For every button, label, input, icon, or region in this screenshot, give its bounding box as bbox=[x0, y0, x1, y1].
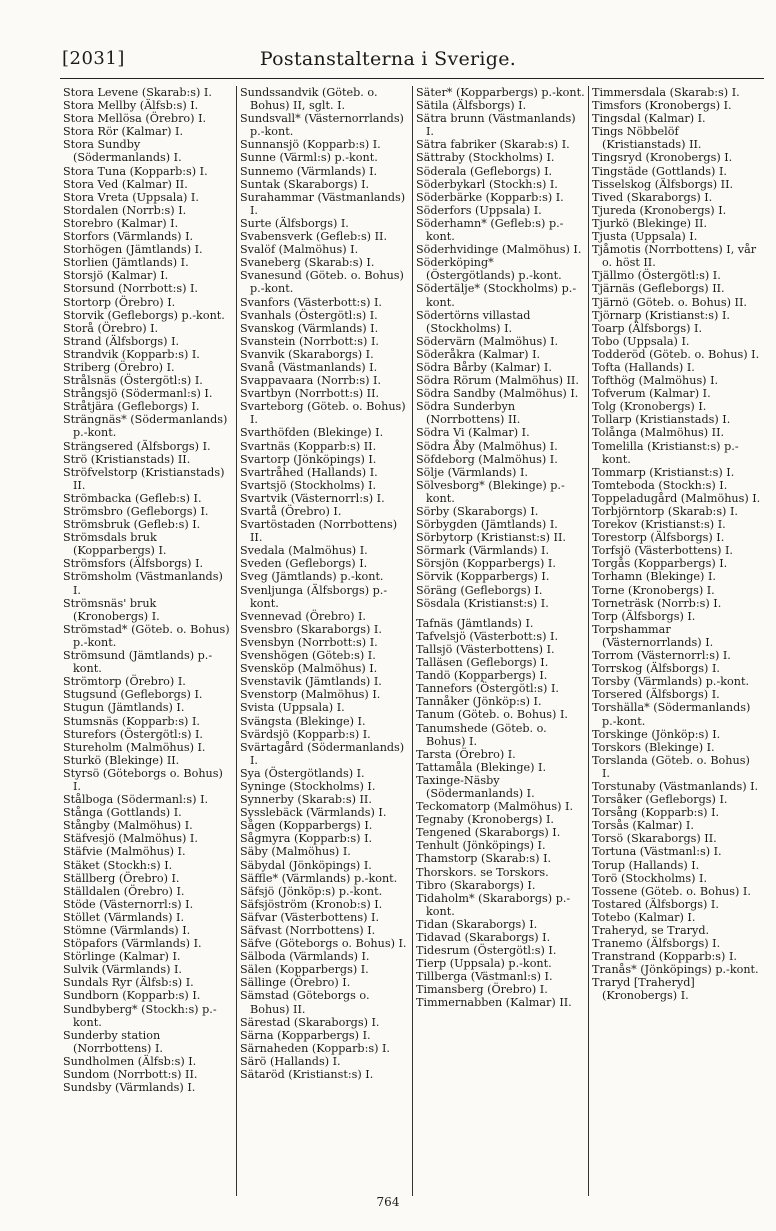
post-office-entry: Tegnaby (Kronobergs) I. bbox=[416, 813, 554, 827]
column-2 bbox=[236, 86, 412, 1196]
column-1 bbox=[60, 86, 236, 1196]
post-office-entry: Svabensverk (Gefleb:s) II. bbox=[240, 230, 387, 244]
post-office-entry: Södra Bårby (Kalmar) I. bbox=[416, 360, 552, 374]
post-office-entry: Södra Sandby (Malmöhus) I. bbox=[416, 387, 579, 401]
post-office-entry: Svenstorp (Malmöhus) I. bbox=[240, 688, 381, 702]
post-office-entry: Sörbytorp (Kristianst:s) II. bbox=[416, 531, 566, 545]
post-office-entry: Säfsjöström (Kronob:s) I. bbox=[240, 897, 383, 911]
post-office-entry: Svärdsjö (Kopparb:s) I. bbox=[240, 727, 371, 741]
post-office-entry: Strömstad* (Göteb. o. Bohus) p.-kont. bbox=[63, 622, 230, 649]
post-office-entry: Svarteborg (Göteb. o. Bohus) I. bbox=[240, 400, 406, 427]
post-office-entry: Tannåker (Jönköp:s) I. bbox=[416, 695, 542, 709]
post-office-entry: Stumsnäs (Kopparb:s) I. bbox=[63, 714, 200, 728]
page-header bbox=[0, 48, 776, 76]
post-office-entry: Storvik (Gefleborgs) p.-kont. bbox=[63, 308, 225, 322]
post-office-entry: Sågmyra (Kopparb:s) I. bbox=[240, 832, 373, 846]
post-office-entry: Tjureda (Kronobergs) I. bbox=[592, 203, 727, 217]
directory-columns bbox=[60, 86, 766, 1196]
post-office-entry: Svängsta (Blekinge) I. bbox=[240, 714, 366, 728]
post-office-entry: Sölje (Värmlands) I. bbox=[416, 465, 528, 479]
post-office-entry: Teckomatorp (Malmöhus) I. bbox=[416, 800, 574, 814]
post-office-entry: Tjärnäs (Gefleborgs) II. bbox=[592, 282, 725, 296]
post-office-entry: Söräng (Gefleborgs) I. bbox=[416, 583, 543, 597]
post-office-entry: Traheryd, se Traryd. bbox=[592, 924, 710, 937]
post-office-entry: Tommarp (Kristianst:s) I. bbox=[592, 465, 735, 479]
post-office-entry: Toarp (Älfsborgs) I. bbox=[592, 321, 703, 335]
post-office-entry: Svärtagård (Södermanlands) I. bbox=[240, 740, 405, 767]
post-office-entry: Sågen (Kopparbergs) I. bbox=[240, 819, 373, 833]
post-office-entry: Svartå (Örebro) I. bbox=[240, 505, 342, 518]
post-office-entry: Storlien (Jämtlands) I. bbox=[63, 256, 189, 270]
post-office-entry: Strängsered (Älfsborgs) I. bbox=[63, 439, 211, 453]
post-office-entry: Sällinge (Örebro) I. bbox=[240, 976, 351, 990]
post-office-entry: Stäfvesjö (Malmöhus) I. bbox=[63, 832, 198, 846]
post-office-entry: Tofta (Hallands) I. bbox=[592, 360, 695, 374]
post-office-entry: Svensbyn (Norrbott:s) I. bbox=[240, 635, 378, 649]
post-office-entry: Tarsta (Örebro) I. bbox=[416, 747, 516, 761]
post-office-entry: Tanum (Göteb. o. Bohus) I. bbox=[416, 708, 568, 722]
post-office-entry: Tings Nöbbelöf (Kristianstads) II. bbox=[592, 125, 702, 152]
post-office-entry: Torsås (Kalmar) I. bbox=[592, 819, 694, 833]
post-office-entry: Timsfors (Kronobergs) I. bbox=[592, 99, 732, 113]
post-office-entry: Torsö (Skaraborgs) II. bbox=[592, 832, 717, 846]
post-office-entry: Tallsjö (Västerbottens) I. bbox=[416, 642, 555, 656]
post-office-entry: Svanstein (Norrbott:s) I. bbox=[240, 334, 379, 348]
post-office-entry: Sveden (Gefleborgs) I. bbox=[240, 557, 368, 571]
post-office-entry: Sunne (Värml:s) p.-kont. bbox=[240, 151, 378, 165]
post-office-entry: Särö (Hallands) I. bbox=[240, 1054, 341, 1068]
post-office-entry: Strömsund (Jämtlands) p.-kont. bbox=[63, 649, 213, 676]
post-office-entry: Sundom (Norrbott:s) II. bbox=[63, 1068, 198, 1082]
post-office-entry: Striberg (Örebro) I. bbox=[63, 360, 175, 374]
post-office-entry: Söderfors (Uppsala) I. bbox=[416, 203, 542, 217]
post-office-entry: Svartnäs (Kopparb:s) II. bbox=[240, 439, 377, 453]
post-office-entry: Säfsjö (Jönköp:s) p.-kont. bbox=[240, 884, 383, 898]
post-office-entry: Sulvik (Värmlands) I. bbox=[63, 963, 182, 977]
post-office-entry: Tostared (Älfsborgs) I. bbox=[592, 897, 719, 911]
post-office-entry: Stugun (Jämtlands) I. bbox=[63, 701, 185, 715]
post-office-entry: Torsby (Värmlands) p.-kont. bbox=[592, 675, 750, 689]
post-office-entry: Torekov (Kristianst:s) I. bbox=[592, 518, 726, 532]
post-office-entry: Svappavaara (Norrb:s) I. bbox=[240, 374, 382, 388]
post-office-entry: Torskors (Blekinge) I. bbox=[592, 740, 715, 754]
post-office-entry: Torneträsk (Norrb:s) I. bbox=[592, 596, 722, 610]
post-office-entry: Tidesrum (Östergötl:s) I. bbox=[416, 944, 557, 958]
post-office-entry: Stugsund (Gefleborgs) I. bbox=[63, 688, 203, 702]
post-office-entry: Stånga (Gottlands) I. bbox=[63, 806, 182, 820]
post-office-entry: Svennevad (Örebro) I. bbox=[240, 609, 366, 623]
post-office-entry: Torbjörntorp (Skarab:s) I. bbox=[592, 505, 738, 518]
post-office-entry: Sundsvall* (Västernorrlands) p.-kont. bbox=[240, 112, 404, 139]
post-office-entry: Strömbacka (Gefleb:s) I. bbox=[63, 491, 202, 505]
post-office-entry: Talläsen (Gefleborgs) I. bbox=[416, 656, 549, 670]
post-office-entry: Strömsdals bruk (Kopparbergs) I. bbox=[63, 531, 167, 558]
header-page-number: [2031] bbox=[62, 48, 125, 69]
post-office-entry: Surte (Älfsborgs) I. bbox=[240, 216, 349, 230]
post-office-entry: Tingsdal (Kalmar) I. bbox=[592, 112, 706, 126]
post-office-entry: Södertörns villastad (Stockholms) I. bbox=[416, 308, 531, 335]
post-office-entry: Stora Ved (Kalmar) II. bbox=[63, 177, 188, 191]
post-office-entry: Stora Tuna (Kopparb:s) I. bbox=[63, 164, 208, 178]
post-office-entry: Svensköp (Malmöhus) I. bbox=[240, 662, 378, 676]
post-office-entry: Strömsholm (Västmanlands) I. bbox=[63, 570, 223, 597]
post-office-entry: Strömsnäs' bruk (Kronobergs) I. bbox=[63, 596, 160, 623]
post-office-entry: Sälen (Kopparbergs) I. bbox=[240, 963, 369, 977]
post-office-entry: Traryd [Traheryd] (Kronobergs) I. bbox=[592, 976, 695, 1003]
post-office-entry: Stordalen (Norrb:s) I. bbox=[63, 203, 187, 217]
post-office-entry: Stora Sundby (Södermanlands) I. bbox=[63, 138, 182, 165]
post-office-entry: Svanskog (Värmlands) I. bbox=[240, 321, 379, 335]
post-office-entry: Södertälje* (Stockholms) p.-kont. bbox=[416, 282, 577, 309]
post-office-entry: Sätra fabriker (Skarab:s) I. bbox=[416, 138, 570, 152]
post-office-entry: Sölvesborg* (Blekinge) p.-kont. bbox=[416, 478, 565, 505]
post-office-entry: Strålsnäs (Östergötl:s) I. bbox=[63, 374, 203, 388]
post-office-entry: Svarthöfden (Blekinge) I. bbox=[240, 426, 384, 440]
post-office-entry: Stora Mellby (Älfsb:s) I. bbox=[63, 99, 199, 113]
post-office-entry: Suntak (Skaraborgs) I. bbox=[240, 177, 370, 191]
post-office-entry: Stålboga (Södermanl:s) I. bbox=[63, 793, 209, 807]
post-office-entry: Tafnäs (Jämtlands) I. bbox=[416, 616, 534, 630]
post-office-entry: Tortuna (Västmanl:s) I. bbox=[592, 845, 722, 859]
post-office-entry: Svanfors (Västerbott:s) I. bbox=[240, 295, 382, 309]
post-office-entry: Säfve (Göteborgs o. Bohus) I. bbox=[240, 937, 407, 951]
post-office-entry: Torskinge (Jönköp:s) I. bbox=[592, 727, 721, 741]
post-office-entry: Söderbykarl (Stockh:s) I. bbox=[416, 177, 558, 191]
post-office-entry: Timmersdala (Skarab:s) I. bbox=[592, 86, 740, 99]
post-office-entry: Tofthög (Malmöhus) I. bbox=[592, 374, 719, 388]
post-office-entry: Tomteboda (Stockh:s) I. bbox=[592, 478, 728, 492]
post-office-entry: Säter* (Kopparbergs) p.-kont. bbox=[416, 86, 585, 99]
post-office-entry: Sundsby (Värmlands) I. bbox=[63, 1081, 196, 1095]
post-office-entry: Tannefors (Östergötl:s) I. bbox=[416, 682, 559, 696]
post-office-entry: Sveg (Jämtlands) p.-kont. bbox=[240, 570, 384, 584]
footer-page-number: 764 bbox=[376, 1195, 400, 1209]
post-office-entry: Söderhvidinge (Malmöhus) I. bbox=[416, 243, 582, 257]
post-office-entry: Tillberga (Västmanl:s) I. bbox=[416, 970, 553, 984]
post-office-entry: Storå (Örebro) I. bbox=[63, 321, 159, 335]
post-office-entry: Tibro (Skaraborgs) I. bbox=[416, 878, 536, 892]
post-office-entry: Sörmark (Värmlands) I. bbox=[416, 544, 550, 558]
post-office-entry: Svartorp (Jönköpings) I. bbox=[240, 452, 377, 466]
post-office-entry: Tidavad (Skaraborgs) I. bbox=[416, 931, 551, 944]
post-office-entry: Strömtorp (Örebro) I. bbox=[63, 675, 186, 689]
post-office-entry: Torestorp (Älfsborgs) I. bbox=[592, 531, 725, 545]
post-office-entry: Svenstavik (Jämtlands) I. bbox=[240, 675, 382, 689]
post-office-entry: Storfors (Värmlands) I. bbox=[63, 230, 194, 244]
post-office-entry: Störlinge (Kalmar) I. bbox=[63, 950, 181, 964]
post-office-entry: Särna (Kopparbergs) I. bbox=[240, 1028, 371, 1042]
post-office-entry: Strömsbro (Gefleborgs) I. bbox=[63, 505, 209, 518]
post-office-entry: Strand (Älfsborgs) I. bbox=[63, 334, 180, 348]
post-office-entry: Todderöd (Göteb. o. Bohus) I. bbox=[592, 347, 760, 361]
post-office-entry: Tattamåla (Blekinge) I. bbox=[416, 760, 547, 774]
post-office-entry: Tranås* (Jönköpings) p.-kont. bbox=[592, 963, 759, 977]
post-office-entry: Tierp (Uppsala) p.-kont. bbox=[416, 957, 552, 971]
post-office-entry: Storsund (Norrbott:s) I. bbox=[63, 282, 198, 296]
post-office-entry: Strångsjö (Södermanl:s) I. bbox=[63, 387, 213, 401]
post-office-entry: Stora Rör (Kalmar) I. bbox=[63, 125, 184, 139]
post-office-entry: Torsång (Kopparb:s) I. bbox=[592, 806, 720, 820]
post-office-entry: Sundbyberg* (Stockh:s) p.-kont. bbox=[63, 1002, 217, 1029]
post-office-entry: Svartsjö (Stockholms) I. bbox=[240, 478, 377, 492]
post-office-entry: Ställdalen (Örebro) I. bbox=[63, 884, 185, 898]
post-office-entry: Säby (Malmöhus) I. bbox=[240, 845, 351, 859]
post-office-entry: Strö (Kristianstads) II. bbox=[63, 452, 191, 466]
post-office-entry: Torö (Stockholms) I. bbox=[592, 871, 708, 885]
post-office-entry: Särestad (Skaraborgs) I. bbox=[240, 1015, 380, 1029]
post-office-entry: Stråtjära (Gefleborgs) I. bbox=[63, 400, 200, 414]
post-office-entry: Tenhult (Jönköpings) I. bbox=[416, 839, 546, 853]
post-office-entry: Tandö (Kopparbergs) I. bbox=[416, 669, 548, 683]
post-office-entry: Säfvast (Norrbottens) I. bbox=[240, 924, 376, 937]
post-office-entry: Tomelilla (Kristianst:s) p.-kont. bbox=[592, 439, 739, 466]
post-office-entry: Tjörnarp (Kristianst:s) I. bbox=[592, 308, 730, 322]
post-office-entry: Strängnäs* (Södermanlands) p.-kont. bbox=[63, 413, 228, 440]
post-office-entry: Svanesund (Göteb. o. Bohus) p.-kont. bbox=[240, 269, 404, 296]
post-office-entry: Sälboda (Värmlands) I. bbox=[240, 950, 370, 964]
post-office-entry: Sturkö (Blekinge) II. bbox=[63, 753, 180, 767]
post-office-entry: Stora Mellösa (Örebro) I. bbox=[63, 112, 207, 126]
post-office-entry: Södra Sunderbyn (Norrbottens) II. bbox=[416, 400, 521, 427]
post-office-entry: Totebo (Kalmar) I. bbox=[592, 910, 696, 924]
post-office-entry: Söderköping* (Östergötlands) p.-kont. bbox=[416, 256, 562, 283]
post-office-entry: Tengened (Skaraborgs) I. bbox=[416, 826, 561, 840]
post-office-entry: Sysslebäck (Värmlands) I. bbox=[240, 806, 387, 820]
post-office-entry: Thamstorp (Skarab:s) I. bbox=[416, 852, 552, 866]
post-office-entry: Tollarp (Kristianstads) I. bbox=[592, 413, 731, 427]
post-office-entry: Södra Vi (Kalmar) I. bbox=[416, 426, 530, 440]
post-office-entry: Tisselskog (Älfsborgs) II. bbox=[592, 177, 734, 191]
post-office-entry: Torstunaby (Västmanlands) I. bbox=[592, 779, 759, 793]
post-office-entry: Säfvar (Västerbottens) I. bbox=[240, 910, 380, 924]
post-office-entry: Tolg (Kronobergs) I. bbox=[592, 400, 707, 414]
post-office-entry: Sätila (Älfsborgs) I. bbox=[416, 99, 527, 113]
post-office-entry: Torslanda (Göteb. o. Bohus) I. bbox=[592, 753, 750, 780]
post-office-entry: Tossene (Göteb. o. Bohus) I. bbox=[592, 884, 751, 898]
post-office-entry: Stöpafors (Värmlands) I. bbox=[63, 937, 202, 951]
post-office-entry: Svalöf (Malmöhus) I. bbox=[240, 243, 359, 257]
post-office-entry: Torshälla* (Södermanlands) p.-kont. bbox=[592, 701, 751, 728]
post-office-entry: Stora Levene (Skarab:s) I. bbox=[63, 86, 212, 99]
post-office-entry: Torsered (Älfsborgs) I. bbox=[592, 688, 720, 702]
post-office-entry: Svanå (Västmanlands) I. bbox=[240, 360, 378, 374]
post-office-entry: Torp (Älfsborgs) I. bbox=[592, 609, 696, 623]
post-office-entry: Tranemo (Älfsborgs) I. bbox=[592, 937, 721, 951]
post-office-entry: Svartbyn (Norrbott:s) II. bbox=[240, 387, 380, 401]
post-office-entry: Storebro (Kalmar) I. bbox=[63, 216, 179, 230]
post-office-entry: Sunderby station (Norrbottens) I. bbox=[63, 1028, 163, 1055]
post-office-entry: Tidaholm* (Skaraborgs) p.-kont. bbox=[416, 891, 571, 918]
post-office-entry: Tjurkö (Blekinge) II. bbox=[592, 216, 707, 230]
post-office-entry: Torgås (Kopparbergs) I. bbox=[592, 557, 728, 571]
post-office-entry: Sya (Östergötlands) I. bbox=[240, 766, 365, 780]
post-office-entry: Stångby (Malmöhus) I. bbox=[63, 819, 193, 833]
post-office-entry: Sätaröd (Kristianst:s) I. bbox=[240, 1068, 374, 1082]
post-office-entry: Storsjö (Kalmar) I. bbox=[63, 269, 169, 283]
post-office-entry: Söfdeborg (Malmöhus) I. bbox=[416, 452, 558, 466]
post-office-entry: Tingstäde (Gottlands) I. bbox=[592, 164, 727, 178]
post-office-entry: Torfsjö (Västerbottens) I. bbox=[592, 544, 733, 558]
post-office-entry: Sätra brunn (Västmanlands) I. bbox=[416, 112, 576, 139]
post-office-entry: Strömsbruk (Gefleb:s) I. bbox=[63, 518, 201, 532]
header-rule bbox=[60, 78, 764, 79]
post-office-entry: Stortorp (Örebro) I. bbox=[63, 295, 176, 309]
post-office-entry: Sörby (Skaraborgs) I. bbox=[416, 505, 539, 518]
post-office-entry: Sunnemo (Värmlands) I. bbox=[240, 164, 378, 178]
post-office-entry: Strömsfors (Älfsborgs) I. bbox=[63, 557, 204, 571]
post-office-entry: Stöde (Västernorrl:s) I. bbox=[63, 897, 194, 911]
post-office-entry: Ställberg (Örebro) I. bbox=[63, 871, 180, 885]
post-office-entry: Stora Vreta (Uppsala) I. bbox=[63, 190, 199, 204]
post-office-entry: Styrsö (Göteborgs o. Bohus) I. bbox=[63, 766, 223, 793]
post-office-entry: Sättraby (Stockholms) I. bbox=[416, 151, 555, 165]
post-office-entry: Svaneberg (Skarab:s) I. bbox=[240, 256, 375, 270]
post-office-entry: Tjåmotis (Norrbottens) I, vår o. höst II. bbox=[592, 243, 757, 270]
post-office-entry: Sundals Ryr (Älfsb:s) I. bbox=[63, 976, 194, 990]
post-office-entry: Svanvik (Skaraborgs) I. bbox=[240, 347, 374, 361]
post-office-entry: Thorskors. se Torskors. bbox=[416, 865, 549, 879]
post-office-entry: Stäket (Stockh:s) I. bbox=[63, 858, 173, 872]
post-office-entry: Svartöstaden (Norrbottens) II. bbox=[240, 518, 398, 545]
post-office-entry: Sörsjön (Kopparbergs) I. bbox=[416, 557, 556, 571]
post-office-entry: Synnerby (Skarab:s) II. bbox=[240, 793, 372, 807]
post-office-entry: Södervärn (Malmöhus) I. bbox=[416, 334, 559, 348]
post-office-entry: Torrskog (Älfsborgs) I. bbox=[592, 662, 720, 676]
post-office-entry: Stäfvie (Malmöhus) I. bbox=[63, 845, 186, 859]
post-office-entry: Svenshögen (Göteb:s) I. bbox=[240, 649, 376, 663]
post-office-entry: Sämstad (Göteborgs o. Bohus) II. bbox=[240, 989, 370, 1016]
post-office-entry: Torne (Kronobergs) I. bbox=[592, 583, 715, 597]
post-office-entry: Sundholmen (Älfsb:s) I. bbox=[63, 1054, 197, 1068]
post-office-entry: Svedala (Malmöhus) I. bbox=[240, 544, 368, 558]
post-office-entry: Torsåker (Gefleborgs) I. bbox=[592, 793, 728, 807]
post-office-entry: Timansberg (Örebro) I. bbox=[416, 983, 548, 997]
post-office-entry: Tafvelsjö (Västerbott:s) I. bbox=[416, 629, 559, 643]
post-office-entry: Svartvik (Västernorrl:s) I. bbox=[240, 491, 385, 505]
post-office-entry: Syninge (Stockholms) I. bbox=[240, 779, 376, 793]
post-office-entry: Strandvik (Kopparb:s) I. bbox=[63, 347, 200, 361]
post-office-entry: Söderala (Gefleborgs) I. bbox=[416, 164, 553, 178]
post-office-entry: Torpshammar (Västernorrlands) I. bbox=[592, 622, 714, 649]
post-office-entry: Tjällmo (Östergötl:s) I. bbox=[592, 269, 721, 283]
post-office-entry: Särnaheden (Kopparb:s) I. bbox=[240, 1041, 390, 1055]
post-office-entry: Sundssandvik (Göteb. o. Bohus) II, sglt. I. bbox=[240, 86, 378, 113]
post-office-entry: Stömne (Värmlands) I. bbox=[63, 924, 191, 937]
post-office-entry: Torhamn (Blekinge) I. bbox=[592, 570, 716, 584]
post-office-entry: Svenljunga (Älfsborgs) p.-kont. bbox=[240, 583, 388, 610]
post-office-entry: Svanhals (Östergötl:s) I. bbox=[240, 308, 378, 322]
post-office-entry: Storhögen (Jämtlands) I. bbox=[63, 243, 203, 257]
post-office-entry: Surahammar (Västmanlands) I. bbox=[240, 190, 406, 217]
post-office-entry: Svensbro (Skaraborgs) I. bbox=[240, 622, 382, 636]
post-office-entry: Toppeladugård (Malmöhus) I. bbox=[592, 491, 761, 505]
post-office-entry: Taxinge-Näsby (Södermanlands) I. bbox=[416, 773, 535, 800]
post-office-entry: Stöllet (Värmlands) I. bbox=[63, 910, 185, 924]
post-office-entry: Säbydal (Jönköpings) I. bbox=[240, 858, 372, 872]
post-office-entry: Södra Åby (Malmöhus) I. bbox=[416, 439, 558, 453]
column-3 bbox=[412, 86, 588, 1196]
column-4 bbox=[588, 86, 764, 1196]
post-office-entry: Sörvik (Kopparbergs) I. bbox=[416, 570, 550, 584]
post-office-entry: Sörbygden (Jämtlands) I. bbox=[416, 518, 558, 532]
post-office-entry: Söderhamn* (Gefleb:s) p.-kont. bbox=[416, 216, 564, 244]
post-office-entry: Tofverum (Kalmar) I. bbox=[592, 387, 711, 401]
post-office-entry: Tjusta (Uppsala) I. bbox=[592, 230, 698, 244]
post-office-entry: Ströfvelstorp (Kristianstads) II. bbox=[63, 465, 225, 492]
post-office-entry: Stureholm (Malmöhus) I. bbox=[63, 740, 206, 754]
post-office-entry: Timmernabben (Kalmar) II. bbox=[416, 996, 572, 1010]
post-office-entry: Torup (Hallands) I. bbox=[592, 858, 700, 872]
post-office-entry: Tidan (Skaraborgs) I. bbox=[416, 917, 538, 931]
post-office-entry: Torrom (Västernorrl:s) I. bbox=[592, 649, 731, 663]
post-office-entry: Tived (Skaraborgs) I. bbox=[592, 190, 713, 204]
post-office-entry: Söderåkra (Kalmar) I. bbox=[416, 347, 541, 361]
post-office-entry: Tobo (Uppsala) I. bbox=[592, 334, 690, 348]
post-office-entry: Tingsryd (Kronobergs) I. bbox=[592, 151, 733, 165]
post-office-entry: Södra Rörum (Malmöhus) II. bbox=[416, 374, 579, 388]
post-office-entry: Sundborn (Kopparb:s) I. bbox=[63, 989, 201, 1003]
post-office-entry: Tjärnö (Göteb. o. Bohus) II. bbox=[592, 295, 747, 309]
post-office-entry: Transtrand (Kopparb:s) I. bbox=[592, 950, 737, 964]
post-office-entry: Söderbärke (Kopparb:s) I. bbox=[416, 190, 564, 204]
post-office-entry: Sösdala (Kristianst:s) I. bbox=[416, 596, 549, 610]
post-office-entry: Sunnansjö (Kopparb:s) I. bbox=[240, 138, 381, 152]
post-office-entry: Svartråhed (Hallands) I. bbox=[240, 465, 378, 479]
post-office-entry: Tolånga (Malmöhus) II. bbox=[592, 426, 725, 440]
post-office-entry: Säffle* (Värmlands) p.-kont. bbox=[240, 871, 398, 885]
page-title: Postanstalterna i Sverige. bbox=[259, 48, 517, 70]
post-office-entry: Svista (Uppsala) I. bbox=[240, 701, 345, 715]
post-office-entry: Tanumshede (Göteb. o. Bohus) I. bbox=[416, 721, 547, 748]
post-office-entry: Sturefors (Östergötl:s) I. bbox=[63, 727, 203, 741]
